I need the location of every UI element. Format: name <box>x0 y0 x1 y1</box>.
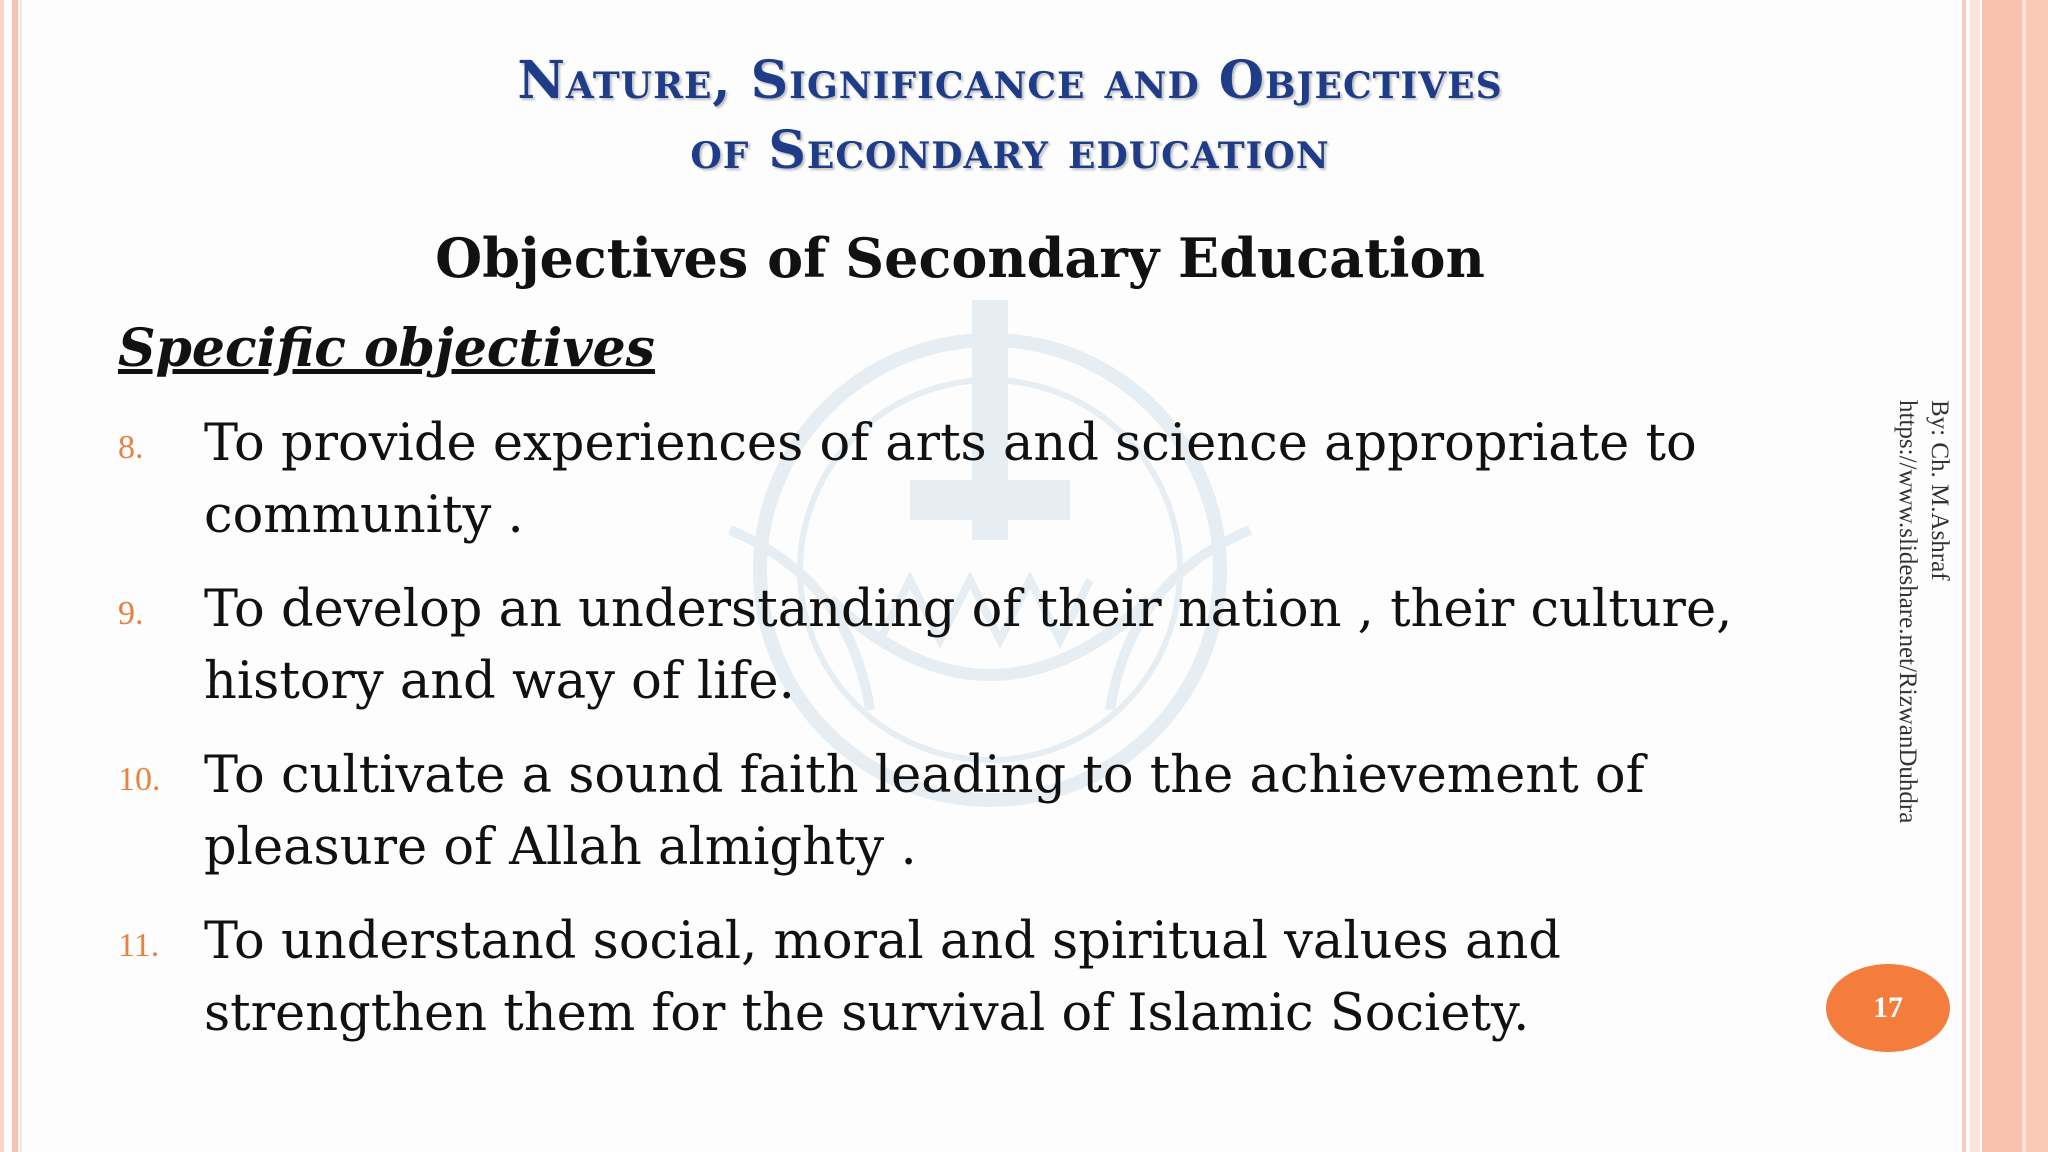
right-border-stripe <box>1982 0 2022 1152</box>
author-credit <box>1880 400 1970 920</box>
left-border-stripe <box>12 0 18 1152</box>
slide-subtitle: Objectives of Secondary Education <box>435 226 1485 290</box>
page-number-badge: 17 <box>1826 964 1950 1052</box>
list-item-text: history and way of life. <box>204 652 795 711</box>
right-border-stripe <box>1970 0 1980 1152</box>
list-item-number: 11. <box>118 927 160 964</box>
list-item <box>118 574 1758 718</box>
list-item <box>118 408 1758 552</box>
list-item-text: To provide experiences of arts and science appropriate to <box>204 414 1697 473</box>
left-border-stripe <box>20 0 22 1152</box>
list-item-text: To cultivate a sound faith leading to the achievement of <box>204 746 1645 805</box>
list-item-number: 10. <box>118 761 161 798</box>
slide-title-line: of Secondary education <box>690 120 1330 181</box>
slide-title <box>300 46 1720 186</box>
objectives-list <box>118 408 1758 1072</box>
credit-url: https://www.slideshare.net/RizwanDuhdra <box>1894 400 1921 824</box>
list-item-number: 9. <box>118 595 144 632</box>
list-item <box>118 740 1758 884</box>
list-item-number: 8. <box>118 429 144 466</box>
list-item-text: pleasure of Allah almighty . <box>204 818 917 877</box>
right-border-stripe <box>2026 0 2048 1152</box>
credit-author: By: Ch. M.Ashraf <box>1926 400 1953 581</box>
list-item <box>118 906 1758 1050</box>
author-credit-text <box>1891 400 1955 823</box>
list-item-text: To understand social, moral and spiritual values and <box>204 912 1561 971</box>
slide-title-line: Nature, Significance and Objectives <box>517 50 1503 111</box>
list-item-text: To develop an understanding of their nation , their culture, <box>204 580 1733 639</box>
list-item-text: strengthen them for the survival of Islamic Society. <box>204 984 1530 1043</box>
list-item-text: community . <box>204 486 524 545</box>
section-heading: Specific objectives <box>118 318 655 379</box>
left-border-stripe <box>0 0 4 1152</box>
